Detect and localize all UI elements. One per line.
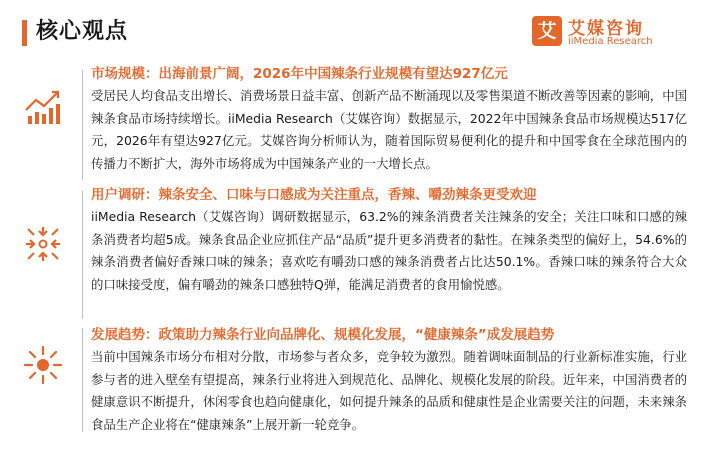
title-accent-bar xyxy=(22,20,27,46)
section-body: 当前中国辣条市场分布相对分散，市场参与者众多，竞争较为激烈。随着调味面制品的行业新标准实施，行业参与者的进入壁垒有望提高，辣条行业将进入到规范化、品牌化、规模化发展的阶段。近年来，中国消费者的健康意识不断提升，休闲零食也趋向健康化，如何提升辣条的品质和健康性是企业需要关注的问题，未来辣条食品生产企业将在“健康辣条”上展开新一轮竞争。 xyxy=(91,349,687,432)
section-heading: 用户调研：辣条安全、口味与口感成为关注重点，香辣、嚼劲辣条更受欢迎 xyxy=(91,187,537,203)
target-arrows-icon xyxy=(22,223,64,265)
page-title: 核心观点 xyxy=(36,19,129,44)
bar-chart-growth-icon xyxy=(22,84,64,126)
section-market-size xyxy=(0,62,710,182)
logo-mark-icon: 艾 xyxy=(532,16,562,46)
section-development-trend xyxy=(0,324,710,461)
brand-logo xyxy=(532,16,692,50)
logo-name: 艾媒咨询 xyxy=(568,19,644,39)
section-divider xyxy=(82,191,83,319)
section-body: iiMedia Research（艾媒咨询）调研数据显示，63.2%的辣条消费者关注辣条的安全；关注口味和口感的辣条消费者均超5成。辣条食品企业应抓住产品“品质”提升更多消费者的黏性。在辣条类型的偏好上，54.6%的辣条消费者偏好香辣口味的辣条；喜欢吃有嚼劲口感的辣条消费者占比达50.1%。香辣口味的辣条符合大众的口味接受度，偏有嚼劲的辣条口感独特Q弹，能满足消费者的食用愉悦感。 xyxy=(91,209,687,292)
section-divider xyxy=(82,70,83,180)
section-body: 受居民人均食品支出增长、消费场景日益丰富、创新产品不断涌现以及零售渠道不断改善等因素的影响，中国辣条食品市场持续增长。iiMedia Research（艾媒咨询）数据显示，2022年中国辣条食品市场规模达517亿元，2026年有望达927亿元。艾媒咨询分析师认为，随着国际贸易便利化的提升和中国零食在全球范围内的传播力不断扩大，海外市场将成为中国辣条产业的一大增长点。 xyxy=(91,88,687,171)
section-heading: 发展趋势：政策助力辣条行业向品牌化、规模化发展，“健康辣条”成发展趋势 xyxy=(91,327,555,343)
section-divider xyxy=(82,328,83,432)
sun-icon xyxy=(22,344,64,386)
section-heading: 市场规模：出海前景广阔，2026年中国辣条行业规模有望达927亿元 xyxy=(91,66,508,82)
logo-english-name: iiMedia Research xyxy=(568,36,653,47)
header xyxy=(0,0,710,62)
section-user-research xyxy=(0,183,710,323)
